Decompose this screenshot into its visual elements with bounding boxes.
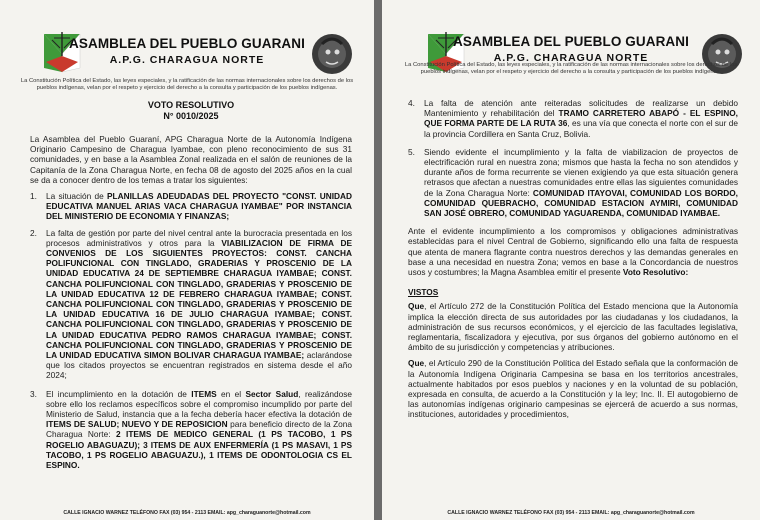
document-page-right xyxy=(382,0,760,520)
letterhead-title: ASAMBLEA DEL PUEBLO GUARANI A.P.G. CHARAGUA NORTE xyxy=(453,34,689,64)
letterhead-title: ASAMBLEA DEL PUEBLO GUARANI A.P.G. CHARAGUA NORTE xyxy=(69,36,305,66)
intro-paragraph: La Asamblea del Pueblo Guaraní, APG Charagua Norte de la Autonomía Indígena Originario Campesino de Charagua Iyambae, con pleno reconocimiento de sus 31 comunidades, y en base a la Asamblea Zonal realizada en el salón de reuniones de la Capitanía de la Zona Charagua Norte, en fecha 08 de agosto del 2025 años en la cual se da a conocer dentro de los temas a tratar los siguientes: xyxy=(30,134,352,185)
letterhead-note: La Constitución Política del Estado, las leyes especiales, y la ratificación de las normas internacionales sobre los derechos de los pueblos indígenas, velan por el respeto y ejercicio del derecho a la consulta y participación de los pueblos indígenas. xyxy=(20,78,354,92)
list-item: 1. La situación de PLANILLAS ADEUDADAS DEL PROYECTO "CONST. UNIDAD EDUCATIVA MANUEL ARIAS VACA CHARAGUA IYAMBAE" POR INSTANCIA DEL MINISTERIO DE ECONOMIA Y FINANZAS; xyxy=(30,191,352,222)
letterhead-note: La Constitución Política del Estado, las leyes especiales, y la ratificación de las normas internacionales sobre los derechos de los pueblos indígenas, velan por el respeto y ejercicio del derecho a la consulta y participación de los pueblos indígenas. xyxy=(404,62,738,76)
closing-paragraph: Ante el evidente incumplimiento a los compromisos y obligaciones administrativas establecidas para el nivel Central de Gobierno, significando ello una falta de respuesta que atenta de manera flagrante contra nuestros derechos y las demandas generales en base a una necesidad en nuestra Zona; vemos en base a la Concordancia de nuestros usos y costumbres; la Magna Asamblea emitir el presente Voto Resolutivo: xyxy=(408,226,738,278)
warrior-emblem-icon xyxy=(310,32,354,76)
resolution-body-right xyxy=(408,98,738,426)
page-gutter xyxy=(374,0,382,520)
que-paragraph-2: Que, el Artículo 290 de la Constitución Política del Estado señala que la conformación de la Autonomía Indígena Originaria Campesina se basa en los territorios ancestrales, actualmente habitados por esos pueblos y naciones y en la voluntad de su población, expresada en consulta, de acuerdo a la Constitución y la ley; Inc. II. El autogobierno de las autonomías indígenas originario campesinas se ejercerá de acuerdo a sus normas, instituciones, autoridades y procedimientos, xyxy=(408,358,738,420)
document-page-left xyxy=(0,0,374,520)
vistos-heading: VISTOS xyxy=(408,287,439,298)
list-item: 5. Siendo evidente el incumplimiento y la falta de viabilizacion de proyectos de electrificación rural en nuestra zona; mismos que hasta la fecha no son atendidos y durante años de forma recurrente se vienen exigiendo ya que esta situación genera retrasos que afectan a nuestras comunidades entre ellas las siguientes comunidades de la Zona Charagua Norte: COMUNIDAD ITAYOVAI, COMUNIDAD LOS BORDO, COMUNIDAD QUEBRACHO, COMUNIDAD ESTACION AYMIRI, COMUNIDAD SAN JOSÉ OBRERO, COMUNIDAD YAGUARENDA, COMUNIDAD IYAMBAE. xyxy=(408,146,738,219)
resolution-body-left xyxy=(30,100,352,476)
resolution-number: N° 0010/2025 xyxy=(163,111,219,121)
list-item: 3. El incumplimiento en la dotación de ITEMS en el Sector Salud, realizándose sobre ello los reclamos específicos sobre el compromiso incumplido por parte del Ministerio de Salud, instancia que a la fecha debería hacer efectiva la dotación de ITEMS DE SALUD; NUEVO Y DE REPOSICION para beneficio directo de la Zona Charagua Norte: 2 ITEMS DE MEDICO GENERAL (1 PS TACOBO, 1 PS ROGELIO ABAGUAZU); 3 ITEMS DE AUX ENFERMERÍA (1 PS MASAVI, 1 PS TACOBO, 1 PS ROGELIO ABAGUAZU.), 1 ITEMS DE ODONTOLOGIA CS EL ESPINO. xyxy=(30,388,352,471)
list-item: 4. La falta de atención ante reiteradas solicitudes de realizarse un debido Mantenimiento y rehabilitación del TRAMO CARRETERO ABAPÓ - EL ESPINO, QUE FORMA PARTE DE LA RUTA 36, es una vía que conecta el norte con el sur de la provincia Cordillera en Santa Cruz, Bolivia. xyxy=(408,98,738,139)
resolution-heading: VOTO RESOLUTIVO xyxy=(147,100,235,110)
page-footer: CALLE IGNACIO WARNEZ TELÉFONO FAX (03) 954 - 2113 EMAIL: apg_charaguanorte@hotmail.com xyxy=(447,510,695,516)
que-paragraph-1: Que, el Artículo 272 de la Constitución Política del Estado menciona que la Autonomía implica la elección directa de sus autoridades por las ciudadanas y los ciudadanos, la administración de sus recursos económicos, y el ejercicio de las facultades legislativa, reglamentaria, fiscalizadora y ejecutiva, por sus órganos del gobierno autónomo en el ámbito de su jurisdicción y competencias y atribuciones. xyxy=(408,301,738,353)
list-item: 2. La falta de gestión por parte del nivel central ante la burocracia presentada en los procesos administrativos y otros para la VIABILIZACION DE FIRMA DE CONVENIOS DE LOS SIGUIENTES PROYECTOS: CONST. CANCHA POLIFUNCIONAL CON TINGLADO, GRADERIAS Y PROSCENIO DE LA UNIDAD EDUCATIVA 24 DE SEPTIEMBRE CHARAGUA IYAMBAE; CONST. CANCHA POLIFUNCIONAL CON TINGLADO, GRADERIAS Y PROSCENIO DE LA UNIDAD EDUCATIVA 12 DE FEBRERO CHARAGUA IYAMBAE; CONST. CANCHA POLIFUNCIONAL CON TINGLADO, GRADERIAS Y PROSCENIO DE LA UNIDAD EDUCATIVA 16 DE JULIO CHARAGUA IYAMBAE; CONST. CANCHA POLIFUNCIONAL CON TINGLADO, GRADERIAS Y PROSCENIO DE LA UNIDAD EDUCATIVA PEDRO RAMOS CHARAGUA IYAMBAE; CONST. CANCHA POLIFUNCIONAL CON TINGLADO, GRADERIAS Y PROSCENIO DE LA UNIDAD EDUCATIVA SIMON BOLIVAR CHARAGUA IYAMBAE; aclarándose que los citados proyectos se encuentran registrados en sistema desde el año 2024; xyxy=(30,227,352,381)
page-footer: CALLE IGNACIO WARNEZ TELÉFONO FAX (03) 954 - 2113 EMAIL: apg_charaguanorte@hotmail.com xyxy=(63,510,311,516)
